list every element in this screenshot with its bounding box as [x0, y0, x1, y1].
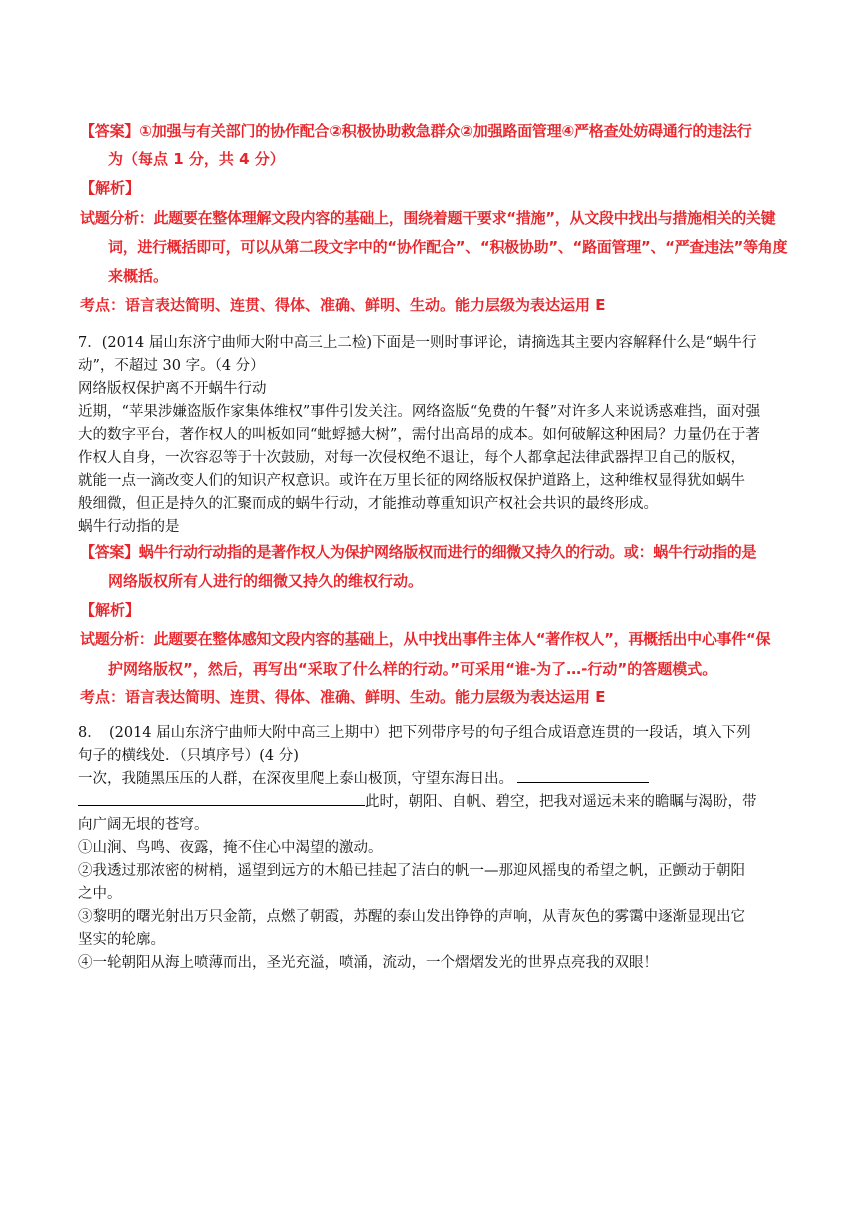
q7-analysis-line2: 护网络版权”，然后，再写出“采取了什么样的行动。”可采用“谁-为了…-行动”的答题模式。	[108, 660, 718, 678]
q7-analysis-label: 【解析】	[80, 601, 141, 619]
q8-passage-line2	[78, 790, 757, 811]
q7-answer-line1: 【答案】蜗牛行动行动指的是著作权人为保护网络版权而进行的细微又持久的行动。或：蜗牛行动指的是	[80, 543, 757, 561]
q6-kaodian: 考点：语言表达简明、连贯、得体、准确、鲜明、生动。能力层级为表达运用 E	[80, 296, 606, 314]
q8-option-1: ①山涧、鸟鸣、夜露，掩不住心中渴望的激动。	[78, 840, 383, 856]
q6-analysis-label: 【解析】	[80, 179, 141, 197]
q8-answer-blank-2[interactable]	[78, 791, 365, 806]
q8-answer-blank-1[interactable]	[517, 768, 649, 783]
q8-option-3-line2: 坚实的轮廓。	[78, 932, 165, 948]
q8-option-2-line2: 之中。	[78, 886, 122, 902]
q7-article-title: 网络版权保护离不开蜗牛行动	[78, 381, 267, 397]
q6-analysis-line2: 词，进行概括即可，可以从第二段文字中的“协作配合”、“积极协助”、“路面管理”、“严查违法”等角度	[108, 238, 788, 256]
q7-paragraph-line3: 作权人自身，一次容忍等于十次鼓励，对每一次侵权绝不退让，每个人都拿起法律武器捍卫自己的版权，	[78, 450, 745, 466]
q8-option-4: ④一轮朝阳从海上喷薄而出，圣光充溢，喷涌，流动，一个熠熠发光的世界点亮我的双眼！	[78, 955, 658, 971]
q8-passage-text2: 此时，朝阳、自帆、碧空，把我对遥远未来的瞻瞩与渴盼，带	[365, 794, 757, 810]
q8-passage-text1: 一次，我随黑压压的人群，在深夜里爬上泰山极顶，守望东海日出。	[78, 771, 513, 787]
q6-answer-line1: 【答案】①加强与有关部门的协作配合②积极协助救急群众②加强路面管理④严格查处妨碍通行的违法行	[80, 122, 752, 140]
q7-kaodian: 考点：语言表达简明、连贯、得体、准确、鲜明、生动。能力层级为表达运用 E	[80, 688, 606, 706]
q8-option-3-line1: ③黎明的曙光射出万只金箭，点燃了朝霞，苏醒的泰山发出铮铮的声响，从青灰色的雾霭中逐渐显现出它	[78, 909, 745, 925]
q7-answer-line2: 网络版权所有人进行的细微又持久的维权行动。	[108, 572, 424, 590]
q7-prompt: 蜗牛行动指的是	[78, 519, 180, 535]
q6-analysis-line3: 来概括。	[108, 267, 169, 285]
q7-paragraph-line2: 大的数字平台，著作权人的叫板如同“蚍蜉撼大树”，需付出高昂的成本。如何破解这种困局？力量仍在于著	[78, 427, 760, 443]
q7-analysis-line1: 试题分析：此题要在整体感知文段内容的基础上，从中找出事件主体人“著作权人”，再概括出中心事件“保	[80, 630, 771, 648]
q7-stem-line2: 动”，不超过 30 字。（4 分）	[78, 358, 265, 374]
q7-paragraph-line1: 近期，“苹果涉嫌盗版作家集体维权”事件引发关注。网络盗版“免费的午餐”对许多人来说诱惑难挡，面对强	[78, 404, 761, 420]
q8-passage-line1	[78, 767, 649, 788]
q8-option-2-line1: ②我透过那浓密的树梢，遥望到远方的木船已挂起了洁白的帆一—那迎风摇曳的希望之帆，正颤动于朝阳	[78, 863, 745, 879]
q8-stem-line1: 8． (2014 届山东济宁曲师大附中高三上期中）把下列带序号的句子组合成语意连贯的一段话，填入下列	[78, 725, 751, 741]
q8-stem-line2: 句子的横线处．（只填序号）(4 分)	[78, 748, 299, 764]
q7-paragraph-line5: 般细微，但正是持久的汇聚而成的蜗牛行动，才能推动尊重知识产权社会共识的最终形成。	[78, 496, 658, 512]
q6-answer-line2: 为（每点 1 分，共 4 分）	[108, 150, 285, 168]
q7-stem-line1: 7．(2014 届山东济宁曲师大附中高三上二检)下面是一则时事评论，请摘选其主要内容解释什么是“蜗牛行	[78, 335, 757, 351]
q6-analysis-line1: 试题分析：此题要在整体理解文段内容的基础上，围绕着题干要求“措施”，从文段中找出与措施相关的关键	[80, 209, 776, 227]
q7-paragraph-line4: 就能一点一滴改变人们的知识产权意识。或许在万里长征的网络版权保护道路上，这种维权显得犹如蜗牛	[78, 473, 745, 489]
q8-passage-line3: 向广阔无垠的苍穹。	[78, 817, 209, 833]
